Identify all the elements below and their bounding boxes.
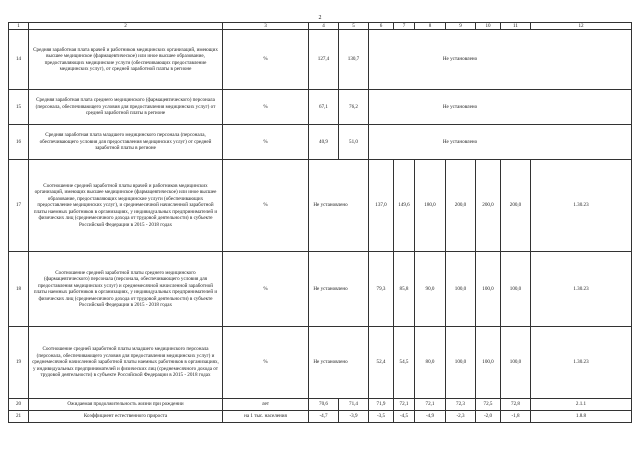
value-cell: 200,0: [476, 160, 501, 252]
indicator-name: Средняя заработная плата младшего медицинского персонала (персонала, обеспечивающего условия для предоставления медицинских услуг) от средней заработной платы в регионе: [29, 125, 223, 160]
value-cell: -1,8: [501, 411, 531, 423]
value-cell: 76,2: [339, 90, 369, 125]
header-cell: 9: [446, 23, 476, 30]
value-cell: 72,5: [476, 399, 501, 411]
value-cell: 200,0: [446, 160, 476, 252]
row-number: 20: [9, 399, 29, 411]
value-cell: 149,6: [394, 160, 415, 252]
value-cell: 79,3: [369, 252, 394, 327]
value-cell: 100,0: [446, 327, 476, 399]
not-set-cell: [369, 90, 632, 125]
row-number: 16: [9, 125, 29, 160]
indicator-name: Соотношение средней заработной платы среднего медицинского (фармацевтического) персонала (персонала, обеспечивающего условия для предоставления медицинских услуг) и среднемесячной начисленной заработной платы наемных работников в организациях, у индивидуальных предпринимателей и физических лиц (среднемесячного дохода от трудовой деятельности) в субъекте Российской Федерации в 2015 - 2018 годах: [29, 252, 223, 327]
row-number: 19: [9, 327, 29, 399]
table-row: [9, 252, 632, 327]
value-cell: 54,5: [394, 327, 415, 399]
row-number: 18: [9, 252, 29, 327]
value-cell: 200,0: [501, 160, 531, 252]
header-cell: 10: [476, 23, 501, 30]
not-set-text: Не установлено: [313, 285, 348, 292]
not-set-cell: [369, 30, 632, 90]
unit-cell: %: [223, 30, 309, 90]
value-cell: 100,0: [476, 252, 501, 327]
value-cell: -2,3: [446, 411, 476, 423]
page-number: 2: [318, 15, 322, 21]
reference-cell: 1.8.8: [531, 411, 632, 423]
indicators-table: [8, 22, 632, 423]
value-cell: 72,3: [446, 399, 476, 411]
header-row: [9, 23, 632, 30]
not-set-text: Не установлено: [442, 138, 478, 145]
indicator-name: Соотношение средней заработной платы врачей и работников медицинских организаций, имеющих высшее медицинское (фармацевтическое) или иное высшее образование, предоставляющих медицинские услуги (обеспечивающих предоставление медицинских услуг), и среднемесячной начисленной заработной платы наемных работников в организациях, у индивидуальных предпринимателей и физических лиц (среднемесячного дохода от трудовой деятельности) в субъекте Российской Федерации в 2015 - 2018 годах: [29, 160, 223, 252]
reference-cell: 1.30.23: [531, 327, 632, 399]
value-cell: 130,7: [339, 30, 369, 90]
header-cell: 11: [501, 23, 531, 30]
indicator-name: Средняя заработная плата врачей и работников медицинских организаций, имеющих высшее медицинское (фармацевтическое) или иное высшее образование, предоставляющих медицинские услуги (обеспечивающих предоставление медицинских услуг), от средней заработной платы в регионе: [29, 30, 223, 90]
not-set-cell: [309, 252, 369, 327]
not-set-text: Не установлено: [313, 359, 348, 366]
value-cell: 72,1: [415, 399, 446, 411]
not-set-text: Не установлено: [442, 56, 478, 63]
table-row: [9, 160, 632, 252]
value-cell: 72,8: [501, 399, 531, 411]
header-cell: 4: [309, 23, 339, 30]
value-cell: 72,1: [394, 399, 415, 411]
table-row: [9, 30, 632, 90]
value-cell: 51,0: [339, 125, 369, 160]
value-cell: 40,9: [309, 125, 339, 160]
header-cell: 1: [9, 23, 29, 30]
unit-cell: %: [223, 160, 309, 252]
header-cell: 6: [369, 23, 394, 30]
table-row: [9, 399, 632, 411]
unit-cell: на 1 тыс. населения: [223, 411, 309, 423]
value-cell: 100,0: [476, 327, 501, 399]
value-cell: -3,9: [339, 411, 369, 423]
unit-cell: %: [223, 327, 309, 399]
value-cell: 71,9: [369, 399, 394, 411]
not-set-text: Не установлено: [313, 202, 348, 209]
header-cell: 5: [339, 23, 369, 30]
unit-cell: %: [223, 125, 309, 160]
reference-cell: 1.30.23: [531, 252, 632, 327]
not-set-cell: [369, 125, 632, 160]
row-number: 21: [9, 411, 29, 423]
table-row: [9, 125, 632, 160]
value-cell: 85,8: [394, 252, 415, 327]
indicator-name: Соотношение средней заработной платы младшего медицинского персонала (персонала, обеспечивающего условия для предоставления медицинских услуг) и среднемесячной начисленной заработной платы наемных работников в организациях, у индивидуальных предпринимателей и физических лиц (среднемесячного дохода от трудовой деятельности) в субъекте Российской Федерации в 2015 - 2018 годах: [29, 327, 223, 399]
indicator-name: Средняя заработная плата среднего медицинского (фармацевтического) персонала (персонала, обеспечивающего условия для предоставления медицинских услуг) от средней заработной платы в регионе: [29, 90, 223, 125]
value-cell: -4,7: [309, 411, 339, 423]
not-set-text: Не установлено: [442, 103, 478, 110]
value-cell: -2,0: [476, 411, 501, 423]
value-cell: 180,0: [415, 160, 446, 252]
value-cell: 137,0: [369, 160, 394, 252]
table-row: [9, 327, 632, 399]
value-cell: 80,0: [415, 327, 446, 399]
value-cell: 100,0: [501, 252, 531, 327]
not-set-cell: [309, 327, 369, 399]
table-row: [9, 90, 632, 125]
reference-cell: 2.1.1: [531, 399, 632, 411]
row-number: 17: [9, 160, 29, 252]
value-cell: 100,0: [446, 252, 476, 327]
indicator-name: Ожидаемая продолжительность жизни при рождении: [29, 399, 223, 411]
value-cell: -4,9: [415, 411, 446, 423]
value-cell: 90,0: [415, 252, 446, 327]
value-cell: -4,5: [394, 411, 415, 423]
unit-cell: лет: [223, 399, 309, 411]
value-cell: 100,0: [501, 327, 531, 399]
header-cell: 8: [415, 23, 446, 30]
header-cell: 2: [29, 23, 223, 30]
unit-cell: %: [223, 252, 309, 327]
indicator-name: Коэффициент естественного прироста: [29, 411, 223, 423]
row-number: 15: [9, 90, 29, 125]
header-cell: 7: [394, 23, 415, 30]
header-cell: 12: [531, 23, 632, 30]
value-cell: 70,6: [309, 399, 339, 411]
value-cell: 67,1: [309, 90, 339, 125]
value-cell: 127,4: [309, 30, 339, 90]
unit-cell: %: [223, 90, 309, 125]
table-row: [9, 411, 632, 423]
reference-cell: 1.30.23: [531, 160, 632, 252]
value-cell: 52,4: [369, 327, 394, 399]
value-cell: -3,5: [369, 411, 394, 423]
not-set-cell: [309, 160, 369, 252]
header-cell: 3: [223, 23, 309, 30]
row-number: 14: [9, 30, 29, 90]
value-cell: 71,4: [339, 399, 369, 411]
